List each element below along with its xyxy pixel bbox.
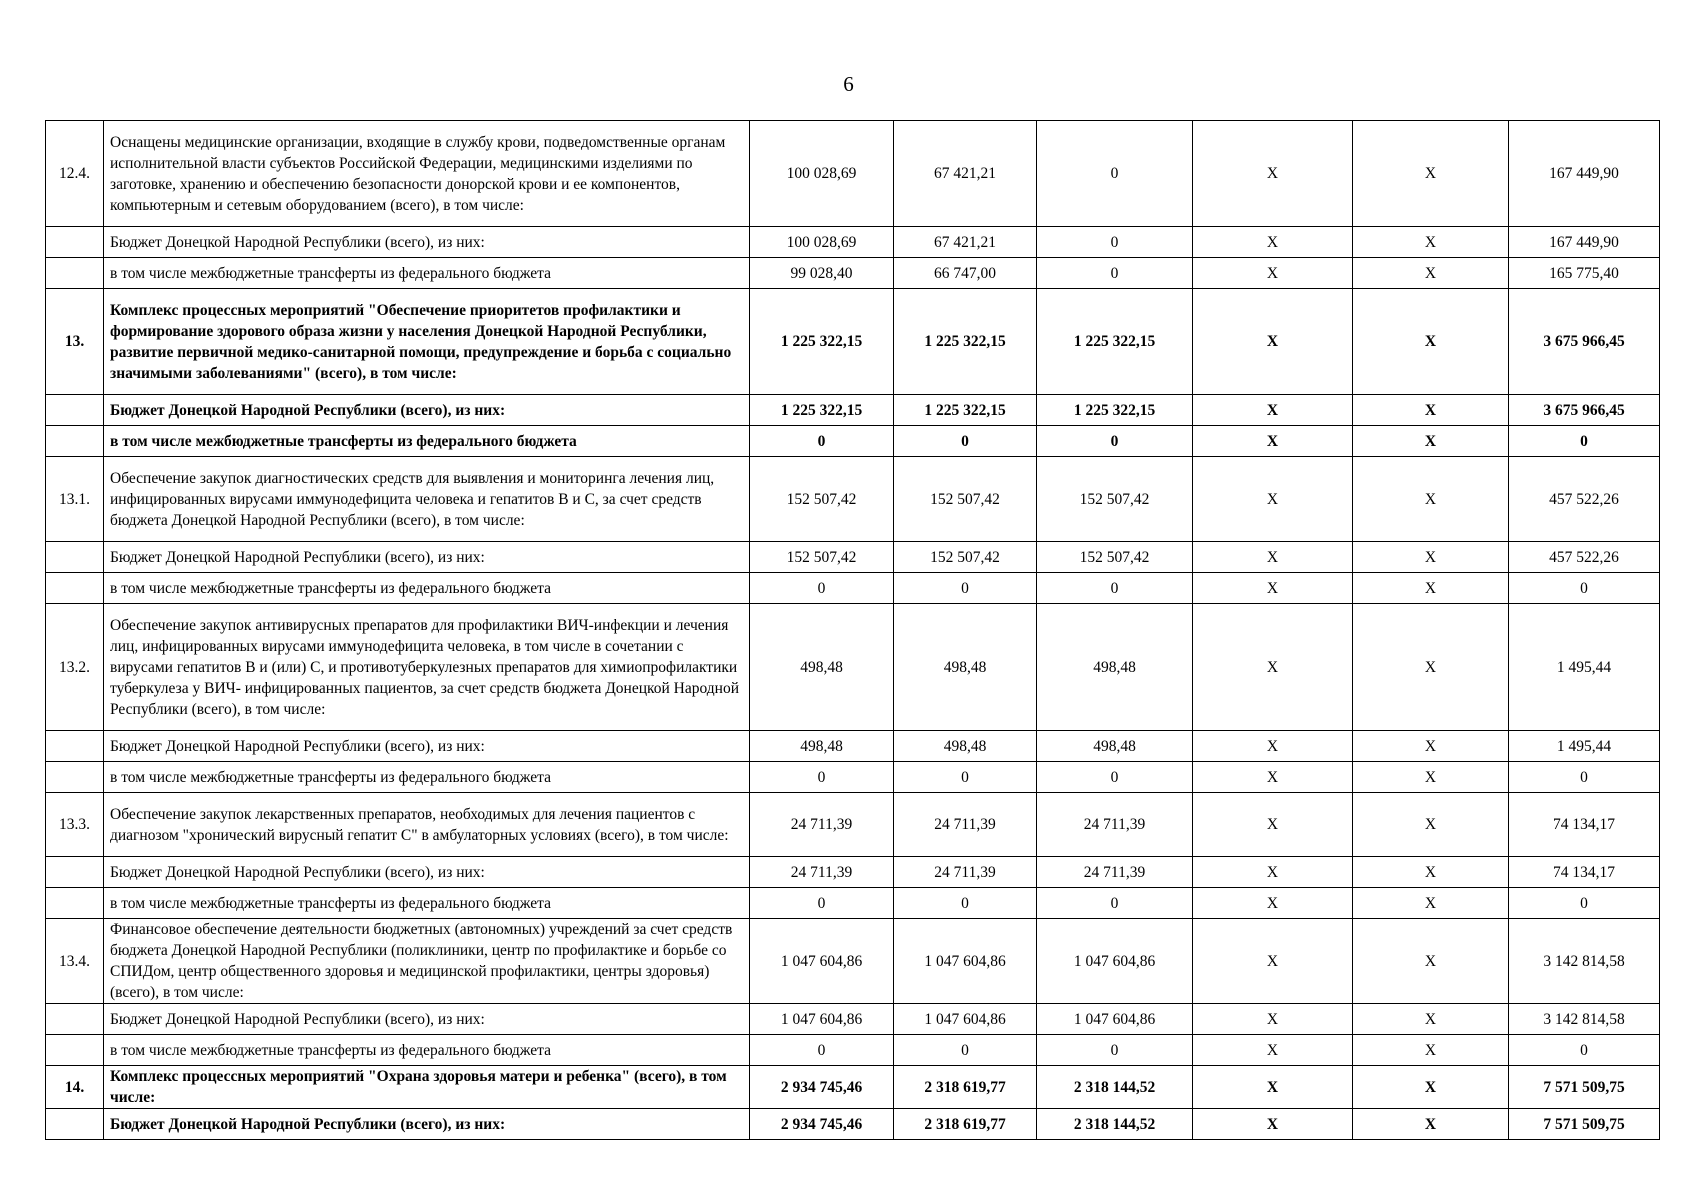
value-col-4: X — [1193, 542, 1353, 573]
value-total: 3 142 814,58 — [1509, 1004, 1660, 1035]
value-total: 74 134,17 — [1509, 793, 1660, 857]
table-row — [46, 857, 1660, 888]
table-body — [46, 121, 1660, 1140]
value-col-4: X — [1193, 1035, 1353, 1066]
table-row — [46, 227, 1660, 258]
row-description: Обеспечение закупок лекарственных препаратов, необходимых для лечения пациентов с диагнозом "хронический вирусный гепатит С" в амбулаторных условиях (всего), в том числе: — [104, 793, 750, 857]
value-col-3: 498,48 — [1037, 731, 1193, 762]
value-total: 3 675 966,45 — [1509, 289, 1660, 395]
table-row — [46, 604, 1660, 731]
value-col-3: 0 — [1037, 888, 1193, 919]
value-total: 3 142 814,58 — [1509, 919, 1660, 1004]
row-description: Бюджет Донецкой Народной Республики (всего), из них: — [104, 857, 750, 888]
value-total: 7 571 509,75 — [1509, 1109, 1660, 1140]
row-description: в том числе межбюджетные трансферты из федерального бюджета — [104, 426, 750, 457]
value-col-1: 1 047 604,86 — [750, 1004, 894, 1035]
value-col-5: X — [1353, 426, 1509, 457]
value-col-1: 0 — [750, 426, 894, 457]
value-col-2: 24 711,39 — [894, 857, 1037, 888]
value-col-4: X — [1193, 1109, 1353, 1140]
row-number — [46, 426, 104, 457]
value-col-3: 0 — [1037, 1035, 1193, 1066]
table-row — [46, 762, 1660, 793]
table-row — [46, 573, 1660, 604]
value-col-2: 0 — [894, 888, 1037, 919]
value-col-4: X — [1193, 227, 1353, 258]
value-total: 0 — [1509, 888, 1660, 919]
value-col-2: 1 225 322,15 — [894, 289, 1037, 395]
value-col-2: 0 — [894, 1035, 1037, 1066]
value-col-3: 0 — [1037, 227, 1193, 258]
value-col-5: X — [1353, 542, 1509, 573]
row-number — [46, 542, 104, 573]
table-row — [46, 1035, 1660, 1066]
row-description: Бюджет Донецкой Народной Республики (всего), из них: — [104, 227, 750, 258]
value-col-1: 0 — [750, 1035, 894, 1066]
row-number — [46, 1035, 104, 1066]
value-col-4: X — [1193, 762, 1353, 793]
value-total: 457 522,26 — [1509, 457, 1660, 542]
value-col-4: X — [1193, 604, 1353, 731]
value-col-3: 0 — [1037, 121, 1193, 227]
row-description: в том числе межбюджетные трансферты из федерального бюджета — [104, 762, 750, 793]
value-total: 3 675 966,45 — [1509, 395, 1660, 426]
row-description: Бюджет Донецкой Народной Республики (всего), из них: — [104, 1109, 750, 1140]
table-row — [46, 542, 1660, 573]
row-number: 14. — [46, 1066, 104, 1109]
table-row — [46, 731, 1660, 762]
value-col-4: X — [1193, 731, 1353, 762]
value-col-2: 498,48 — [894, 604, 1037, 731]
value-total: 0 — [1509, 573, 1660, 604]
value-col-1: 498,48 — [750, 731, 894, 762]
value-col-5: X — [1353, 289, 1509, 395]
table-row — [46, 258, 1660, 289]
row-number — [46, 731, 104, 762]
table-row — [46, 457, 1660, 542]
value-col-1: 0 — [750, 762, 894, 793]
value-col-1: 152 507,42 — [750, 542, 894, 573]
value-col-1: 24 711,39 — [750, 857, 894, 888]
table-row — [46, 1109, 1660, 1140]
value-col-5: X — [1353, 1066, 1509, 1109]
value-col-4: X — [1193, 395, 1353, 426]
value-total: 457 522,26 — [1509, 542, 1660, 573]
value-total: 165 775,40 — [1509, 258, 1660, 289]
value-col-2: 152 507,42 — [894, 542, 1037, 573]
row-number — [46, 227, 104, 258]
value-col-2: 2 318 619,77 — [894, 1066, 1037, 1109]
value-col-3: 2 318 144,52 — [1037, 1109, 1193, 1140]
row-description: Бюджет Донецкой Народной Республики (всего), из них: — [104, 731, 750, 762]
table-row — [46, 793, 1660, 857]
value-col-5: X — [1353, 457, 1509, 542]
value-col-3: 0 — [1037, 762, 1193, 793]
value-col-4: X — [1193, 793, 1353, 857]
row-number — [46, 762, 104, 793]
value-col-4: X — [1193, 573, 1353, 604]
row-description: в том числе межбюджетные трансферты из федерального бюджета — [104, 888, 750, 919]
value-col-4: X — [1193, 426, 1353, 457]
value-total: 1 495,44 — [1509, 604, 1660, 731]
value-col-4: X — [1193, 457, 1353, 542]
value-col-5: X — [1353, 1004, 1509, 1035]
value-col-4: X — [1193, 888, 1353, 919]
value-col-4: X — [1193, 1066, 1353, 1109]
row-number — [46, 888, 104, 919]
value-col-5: X — [1353, 919, 1509, 1004]
value-col-2: 67 421,21 — [894, 227, 1037, 258]
value-col-4: X — [1193, 1004, 1353, 1035]
value-col-3: 1 225 322,15 — [1037, 289, 1193, 395]
value-col-2: 1 225 322,15 — [894, 395, 1037, 426]
value-total: 0 — [1509, 762, 1660, 793]
row-number — [46, 573, 104, 604]
table-row — [46, 426, 1660, 457]
value-col-4: X — [1193, 289, 1353, 395]
value-col-3: 1 047 604,86 — [1037, 1004, 1193, 1035]
value-col-4: X — [1193, 121, 1353, 227]
value-col-2: 67 421,21 — [894, 121, 1037, 227]
table-row — [46, 888, 1660, 919]
table-row — [46, 1066, 1660, 1109]
value-col-1: 99 028,40 — [750, 258, 894, 289]
value-col-2: 1 047 604,86 — [894, 1004, 1037, 1035]
value-col-2: 0 — [894, 762, 1037, 793]
value-col-5: X — [1353, 395, 1509, 426]
row-description: Обеспечение закупок антивирусных препаратов для профилактики ВИЧ-инфекции и лечения лиц, инфицированных вирусами иммунодефицита человека, в том числе в сочетании с вирусами гепатитов В и (или) С, и противотуберкулезных препаратов для химиопрофилактики туберкулеза у ВИЧ- инфицированных пациентов, за счет средств бюджета Донецкой Народной Республики (всего), в том числе: — [104, 604, 750, 731]
row-description: Комплекс процессных мероприятий "Охрана здоровья матери и ребенка" (всего), в том числе: — [104, 1066, 750, 1109]
table-row — [46, 289, 1660, 395]
row-description: Бюджет Донецкой Народной Республики (всего), из них: — [104, 542, 750, 573]
page-number: 6 — [843, 72, 854, 96]
value-col-5: X — [1353, 888, 1509, 919]
value-col-1: 152 507,42 — [750, 457, 894, 542]
value-col-1: 1 047 604,86 — [750, 919, 894, 1004]
value-col-5: X — [1353, 573, 1509, 604]
value-col-1: 0 — [750, 573, 894, 604]
value-col-4: X — [1193, 919, 1353, 1004]
value-col-2: 1 047 604,86 — [894, 919, 1037, 1004]
value-total: 74 134,17 — [1509, 857, 1660, 888]
value-col-3: 0 — [1037, 426, 1193, 457]
value-col-2: 66 747,00 — [894, 258, 1037, 289]
value-col-1: 1 225 322,15 — [750, 289, 894, 395]
value-col-1: 2 934 745,46 — [750, 1066, 894, 1109]
row-description: в том числе межбюджетные трансферты из федерального бюджета — [104, 573, 750, 604]
row-number: 13.1. — [46, 457, 104, 542]
row-number — [46, 857, 104, 888]
value-col-3: 24 711,39 — [1037, 857, 1193, 888]
row-description: в том числе межбюджетные трансферты из федерального бюджета — [104, 258, 750, 289]
row-number: 12.4. — [46, 121, 104, 227]
value-col-5: X — [1353, 258, 1509, 289]
row-description: Комплекс процессных мероприятий "Обеспечение приоритетов профилактики и формирование здорового образа жизни у населения Донецкой Народной Республики, развитие первичной медико-санитарной помощи, предупреждение и борьба с социально значимыми заболеваниями" (всего), в том числе: — [104, 289, 750, 395]
value-col-2: 498,48 — [894, 731, 1037, 762]
value-col-5: X — [1353, 731, 1509, 762]
value-col-3: 152 507,42 — [1037, 542, 1193, 573]
table-row — [46, 1004, 1660, 1035]
value-col-3: 152 507,42 — [1037, 457, 1193, 542]
row-description: Финансовое обеспечение деятельности бюджетных (автономных) учреждений за счет средств бюджета Донецкой Народной Республики (поликлиники, центр по профилактике и борьбе со СПИДом, центр общественного здоровья и медицинской профилактики, центры здоровья) (всего), в том числе: — [104, 919, 750, 1004]
value-col-4: X — [1193, 258, 1353, 289]
row-number: 13. — [46, 289, 104, 395]
value-col-3: 1 047 604,86 — [1037, 919, 1193, 1004]
value-col-1: 1 225 322,15 — [750, 395, 894, 426]
value-col-3: 0 — [1037, 258, 1193, 289]
budget-table — [45, 120, 1660, 1140]
row-description: Бюджет Донецкой Народной Республики (всего), из них: — [104, 395, 750, 426]
value-col-1: 2 934 745,46 — [750, 1109, 894, 1140]
table-row — [46, 919, 1660, 1004]
row-description: в том числе межбюджетные трансферты из федерального бюджета — [104, 1035, 750, 1066]
value-col-2: 152 507,42 — [894, 457, 1037, 542]
value-col-2: 0 — [894, 426, 1037, 457]
value-col-5: X — [1353, 1035, 1509, 1066]
value-total: 0 — [1509, 426, 1660, 457]
value-col-5: X — [1353, 762, 1509, 793]
value-col-2: 2 318 619,77 — [894, 1109, 1037, 1140]
row-number — [46, 258, 104, 289]
value-col-2: 0 — [894, 573, 1037, 604]
value-col-1: 100 028,69 — [750, 121, 894, 227]
table-row — [46, 121, 1660, 227]
table-row — [46, 395, 1660, 426]
row-description: Оснащены медицинские организации, входящие в службу крови, подведомственные органам исполнительной власти субъектов Российской Федерации, медицинскими изделиями по заготовке, хранению и обеспечению безопасности донорской крови и ее компонентов, компьютерным и сетевым оборудованием (всего), в том числе: — [104, 121, 750, 227]
value-col-5: X — [1353, 793, 1509, 857]
row-number: 13.3. — [46, 793, 104, 857]
value-col-5: X — [1353, 227, 1509, 258]
value-col-3: 1 225 322,15 — [1037, 395, 1193, 426]
value-col-5: X — [1353, 857, 1509, 888]
row-number: 13.2. — [46, 604, 104, 731]
value-total: 1 495,44 — [1509, 731, 1660, 762]
value-total: 0 — [1509, 1035, 1660, 1066]
value-col-1: 0 — [750, 888, 894, 919]
row-number — [46, 395, 104, 426]
row-description: Обеспечение закупок диагностических средств для выявления и мониторинга лечения лиц, инфицированных вирусами иммунодефицита человека и гепатитов В и С, за счет средств бюджета Донецкой Народной Республики (всего), в том числе: — [104, 457, 750, 542]
value-col-3: 498,48 — [1037, 604, 1193, 731]
value-total: 167 449,90 — [1509, 227, 1660, 258]
value-total: 167 449,90 — [1509, 121, 1660, 227]
value-col-4: X — [1193, 857, 1353, 888]
value-col-3: 2 318 144,52 — [1037, 1066, 1193, 1109]
value-col-2: 24 711,39 — [894, 793, 1037, 857]
value-col-1: 100 028,69 — [750, 227, 894, 258]
value-total: 7 571 509,75 — [1509, 1066, 1660, 1109]
value-col-5: X — [1353, 604, 1509, 731]
value-col-1: 24 711,39 — [750, 793, 894, 857]
row-description: Бюджет Донецкой Народной Республики (всего), из них: — [104, 1004, 750, 1035]
row-number — [46, 1109, 104, 1140]
value-col-1: 498,48 — [750, 604, 894, 731]
value-col-5: X — [1353, 121, 1509, 227]
value-col-5: X — [1353, 1109, 1509, 1140]
row-number — [46, 1004, 104, 1035]
row-number: 13.4. — [46, 919, 104, 1004]
value-col-3: 0 — [1037, 573, 1193, 604]
value-col-3: 24 711,39 — [1037, 793, 1193, 857]
